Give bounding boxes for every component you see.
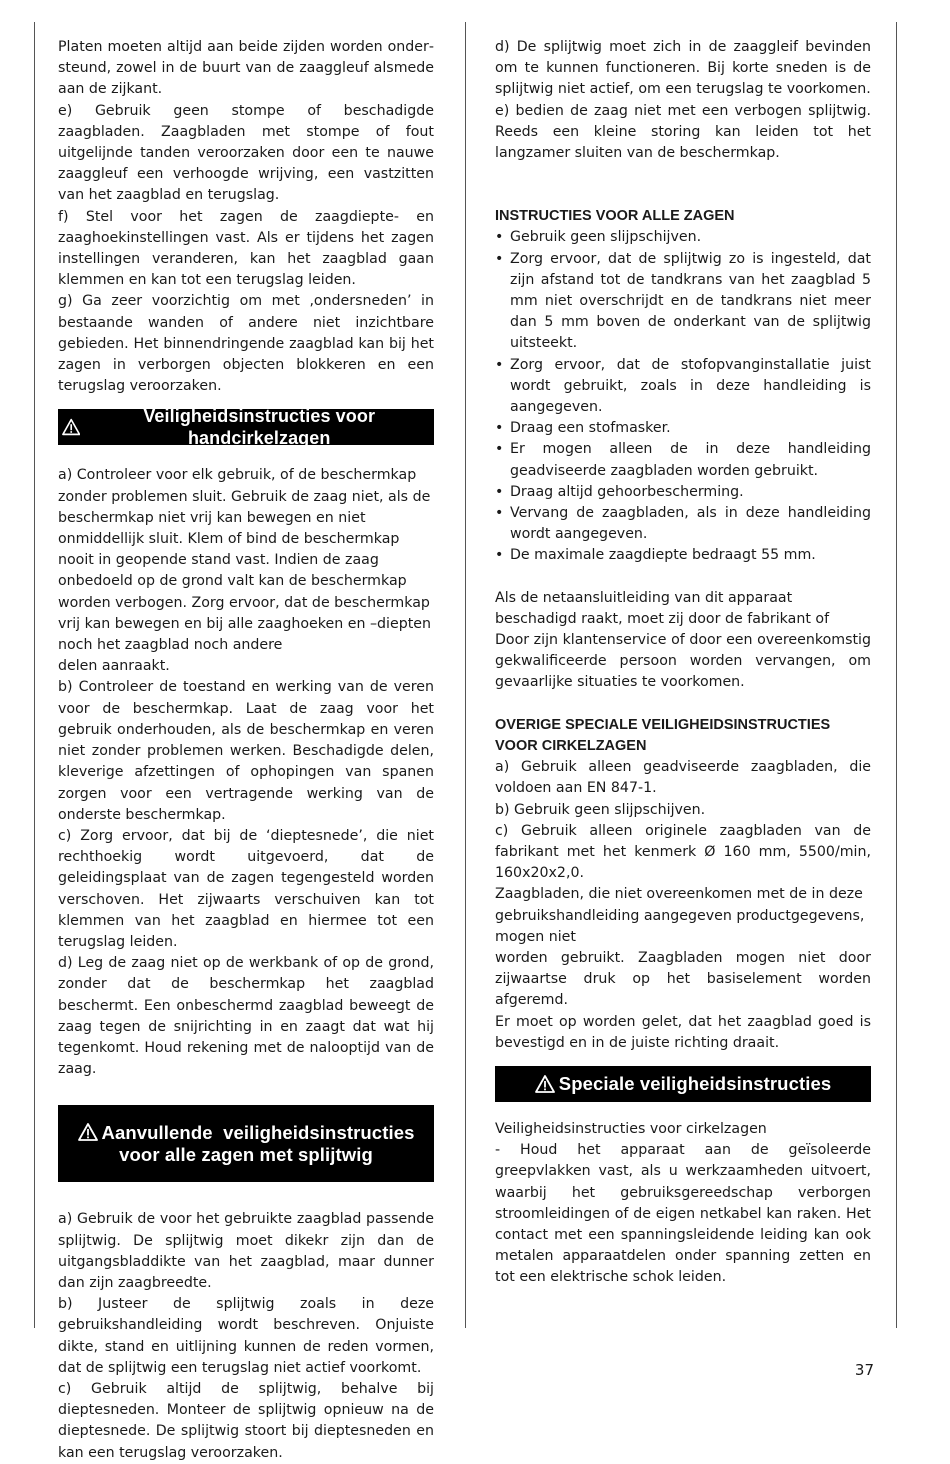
paragraph: Als de netaansluitleiding van dit apparaat beschadigd raakt, moet zij door de fabrikant of [495, 589, 830, 627]
paragraph: a) Gebruik alleen geadviseerde zaagbladen, die voldoen aan EN 847-1. [495, 759, 871, 797]
paragraph: b) Gebruik geen slijpschijven. [495, 801, 706, 818]
paragraph: b) Controleer de toestand en werking van de veren voor de beschermkap. Laat de zaag voor het gebruik onderhouden, als de beschermkap en veren niet zonder problemen werken. Beschadigde delen, kleverige afzettingen of ophopingen van spanen zorgen voor een vertragende werking van de onderste beschermkap. [58, 679, 434, 823]
paragraph: a) Controleer voor elk gebruik, of de beschermkap zonder problemen sluit. Gebruik de zaag niet, als de beschermkap niet vrij kan bewegen en niet onmiddellijk sluit. Klem of bind de beschermkap nooit in geopende stand vast. Indien de zaag onbedoeld op de grond valt kan de beschermkap worden verbogen. Zorg ervoor, dat de beschermkap vrij kan bewegen en bij alle zaaghoeken en –diepten noch het zaagblad noch andere [58, 467, 432, 654]
section-title-line2: voor alle zagen met splijtwig [119, 1143, 373, 1165]
list-item: • Draag een stofmasker. [495, 418, 871, 439]
column-rule-middle [465, 22, 466, 1328]
list-item: • Zorg ervoor, dat de splijtwig zo is ingesteld, dat zijn afstand tot de tandkrans van het zaagblad 5 mm niet overschrijdt en de tandkrans niet meer dan 5 mm boven de onderkant van de splijtwig uitsteekt. [495, 249, 871, 355]
list-item: • Zorg ervoor, dat de stofopvanginstallatie juist wordt gebruikt, zoals in deze handleiding is aangegeven. [495, 355, 871, 419]
list-item: • Draag altijd gehoorbescherming. [495, 482, 871, 503]
list-item: • Gebruik geen slijpschijven. [495, 227, 871, 248]
paragraph: Platen moeten altijd aan beide zijden worden ondersteund, zowel in de buurt van de zaaggleuf alsmede aan de zijkant. [58, 39, 434, 98]
paragraph: a) Gebruik de voor het gebruikte zaagblad passende splijtwig. De splijtwig moet dikekr zijn dan de uitgangsbladdikte van het zaagblad, maar dunner dan zijn zaagbreedte. [58, 1211, 434, 1291]
paragraph: delen aanraakt. [58, 658, 170, 675]
bullet-list [495, 227, 871, 566]
list-item: • Er mogen alleen de in deze handleiding geadviseerde zaagbladen worden gebruikt. [495, 439, 871, 481]
warning-triangle-icon [62, 418, 80, 436]
column-rule-left [34, 22, 35, 1328]
section-title: Veiligheidsinstructies voor handcirkelzagen [143, 406, 376, 449]
paragraph: - Houd het apparaat aan de geïsoleerde greepvlakken vast, als u werkzaamheden uitvoert, waarbij het gebruiksgereedschap verborgen stroomleidingen of de eigen netkabel kan raken. Het contact met een spanningsleidende leiding kan ook metalen apparaatdelen onder spanning zetten en tot een elektrische schok leiden. [495, 1142, 871, 1286]
paragraph: e) Gebruik geen stompe of beschadigde zaagbladen. Zaagbladen met stompe of fout uitgelijnde tanden veroorzaken door een te nauwe zaaggleuf een verhoogde wrijving, een vastzitten van het zaagblad en terugslag. [58, 102, 434, 204]
paragraph: Veiligheidsinstructies voor cirkelzagen [495, 1120, 767, 1137]
left-column [58, 37, 434, 1464]
list-item: • De maximale zaagdiepte bedraagt 55 mm. [495, 545, 871, 566]
section-title: Speciale veiligheidsinstructies [558, 1072, 832, 1094]
paragraph: f) Stel voor het zagen de zaagdiepte- en zaaghoekinstellingen vast. Als er tijdens het zagen instellingen veranderen, kan het zaagblad gaan klemmen en kan tot een terugslag leiden. [58, 208, 434, 289]
page-number: 37 [854, 1361, 874, 1379]
paragraph: Er moet op worden gelet, dat het zaagblad goed is bevestigd en in de juiste richting draait. [495, 1013, 871, 1051]
section-band-speciale [495, 1066, 871, 1102]
section-title-line1: Aanvullende veiligheidsinstructies [101, 1121, 415, 1143]
list-item: • Vervang de zaagbladen, als in deze handleiding wordt aangegeven. [495, 503, 871, 545]
paragraph: Door zijn klantenservice of door een overeenkomstig gekwalificeerde persoon worden vervangen, om gevaarlijke situaties te voorkomen. [495, 632, 871, 691]
paragraph: worden gebruikt. Zaagbladen mogen niet door zijwaartse druk op het basiselement worden afgeremd. [495, 949, 871, 1009]
paragraph: c) Gebruik alleen originele zaagbladen van de fabrikant met het kenmerk Ø 160 mm, 5500/min, 160x20x2,0. [495, 822, 871, 882]
section-band-handcirkelzagen [58, 406, 434, 449]
paragraph: b) Justeer de splijtwig zoals in deze gebruikshandleiding wordt beschreven. Onjuiste dikte, stand en uitlijning kunnen de reden vormen, dat de splijtwig een terugslag niet actief voorkomt. [58, 1296, 434, 1376]
paragraph: d) Leg de zaag niet op de werkbank of op de grond, zonder dat de beschermkap het zaagblad beschermt. Een onbeschermd zaagblad beweegt de zaag tegen de snijrichting in en zaagt dat wat hij tegenkomt. Houd rekening met de nalooptijd van de zaag. [58, 955, 434, 1078]
column-rule-right [896, 22, 897, 1328]
paragraph: Zaagbladen, die niet overeenkomen met de in deze gebruikshandleiding aangegeven productgegevens, mogen niet [495, 886, 865, 945]
paragraph: g) Ga zeer voorzichtig om met ‚ondersneden’ in bestaande wanden of andere niet inzichtbare gebieden. Het binnendringende zaagblad kan bij het zagen in verborgen objecten blokkeren en een terugslag veroorzaken. [58, 293, 434, 395]
heading-alle-zagen: INSTRUCTIES VOOR ALLE ZAGEN [495, 208, 735, 225]
paragraph: c) Zorg ervoor, dat bij de ‘dieptesnede’, die niet rechthoekig wordt uitgevoerd, dat de geleidingsplaat van de zagen tegengesteld worden verschoven. Het zijwaarts verschuiven kan tot klemmen van het zaagblad en hiermee tot een terugslag leiden. [58, 827, 434, 950]
heading-overige-cirkelzagen: OVERIGE SPECIALE VEILIGHEIDSINSTRUCTIES VOOR CIRKELZAGEN [495, 716, 831, 754]
paragraph: d) De splijtwig moet zich in de zaaggleif bevinden om te kunnen functioneren. Bij korte sneden is de splijtwig niet actief, om een terugslag te voorkomen. [495, 39, 871, 98]
section-band-splijtwig [58, 1105, 434, 1182]
paragraph: e) bedien de zaag niet met een verbogen splijtwig. Reeds een kleine storing kan leiden tot het langzamer sluiten van de beschermkap. [495, 102, 871, 162]
warning-triangle-icon [535, 1075, 555, 1093]
warning-triangle-icon [78, 1123, 98, 1141]
right-column [495, 37, 871, 1289]
paragraph: c) Gebruik altijd de splijtwig, behalve bij dieptesneden. Monteer de splijtwig opnieuw na de dieptesnede. De splijtwig stoort bij dieptesneden en kan een terugslag veroorzaken. [58, 1380, 434, 1461]
